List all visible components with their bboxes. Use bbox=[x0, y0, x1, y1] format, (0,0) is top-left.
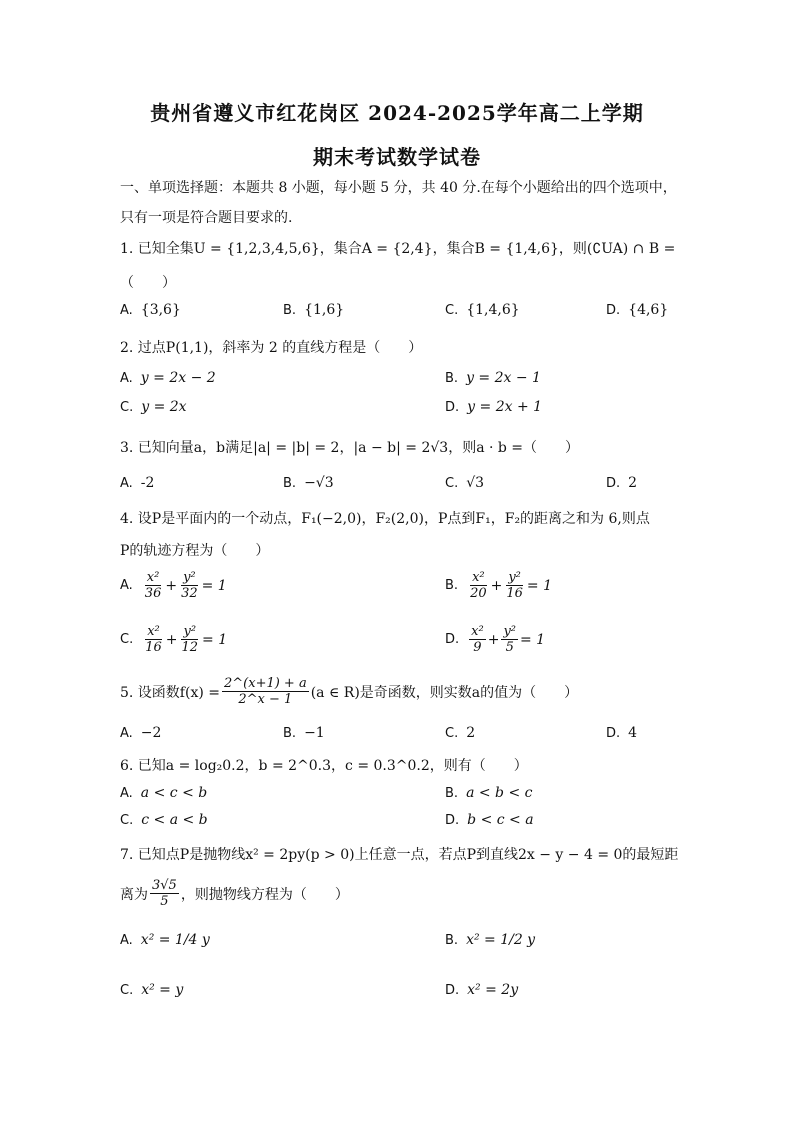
q2-option-c: C. y = 2x bbox=[120, 399, 187, 415]
q1-option-a: A. {3,6} bbox=[120, 302, 181, 318]
q6-option-c: C. c < a < b bbox=[120, 812, 208, 828]
q4-option-d: D. $\frac{\text{x²}}{9}$ + $\frac{\text{y²}}{5}$ = 1 bbox=[445, 624, 546, 655]
q6-option-d: D. b < c < a bbox=[445, 812, 534, 828]
q5-option-b: B. −1 bbox=[283, 725, 325, 741]
question-7-stem: 7. 已知点P是抛物线x² = 2py(p > 0)上任意一点，若点P到直线2x − y − 4 = 0的最短距 bbox=[120, 847, 679, 863]
q7-option-a: A. x² = 1/4 y bbox=[120, 932, 210, 948]
q1-option-b: B. {1,6} bbox=[283, 302, 345, 318]
q2-option-a: A. y = 2x − 2 bbox=[120, 370, 216, 386]
question-1-stem: 1. 已知全集U = {1,2,3,4,5,6}，集合A = {2,4}，集合B = {1,4,6}，则(∁UA) ∩ B = bbox=[120, 241, 676, 257]
q1-option-d: D. {4,6} bbox=[606, 302, 669, 318]
question-4-stem-cont: P的轨迹方程为（ ） bbox=[120, 543, 270, 559]
q6-option-a: A. a < c < b bbox=[120, 785, 208, 801]
question-1-blank: （ ） bbox=[120, 275, 176, 291]
q4-option-b: B. $\frac{\text{x²}}{20}$ + $\frac{\text{y²}}{16}$ = 1 bbox=[445, 570, 552, 601]
q3-option-c: C. √3 bbox=[445, 475, 485, 491]
q4-option-c: C. $\frac{\text{x²}}{16}$ + $\frac{\text{y²}}{12}$ = 1 bbox=[120, 624, 228, 655]
q3-option-b: B. −√3 bbox=[283, 475, 334, 491]
question-7-stem-cont: 离为 $\frac{3√5}{5}$ ，则抛物线方程为（ ） bbox=[120, 878, 349, 909]
q7-option-d: D. x² = 2y bbox=[445, 982, 519, 998]
q2-option-d: D. y = 2x + 1 bbox=[445, 399, 543, 415]
q7-option-c: C. x² = y bbox=[120, 982, 184, 998]
q4-option-a: A. $\frac{\text{x²}}{36}$ + $\frac{\text{y²}}{32}$ = 1 bbox=[120, 570, 227, 601]
q2-option-b: B. y = 2x − 1 bbox=[445, 370, 541, 386]
question-5-stem: 5. 设函数f(x) = $\frac{2\^{}(x+1) + a}{2\^{}x - 1}$ (a ∈ R)是奇函数，则实数a的值为（ ） bbox=[120, 676, 579, 707]
q1-option-c: C. {1,4,6} bbox=[445, 302, 520, 318]
question-4-stem: 4. 设P是平面内的一个动点，F₁(−2,0)，F₂(2,0)，P点到F₁，F₂的距离之和为 6,则点 bbox=[120, 511, 650, 527]
exam-title-line2: 期末考试数学试卷 bbox=[313, 145, 481, 169]
question-6-stem: 6. 已知a = log₂0.2，b = 2^0.3，c = 0.3^0.2，则有（ ） bbox=[120, 758, 528, 774]
q3-option-d: D. 2 bbox=[606, 475, 638, 491]
question-2-stem: 2. 过点P(1,1)，斜率为 2 的直线方程是（ ） bbox=[120, 340, 423, 356]
q5-option-a: A. −2 bbox=[120, 725, 162, 741]
q3-option-a: A. -2 bbox=[120, 475, 155, 491]
q5-option-c: C. 2 bbox=[445, 725, 476, 741]
section-heading: 一、单项选择题：本题共 8 小题，每小题 5 分，共 40 分.在每个小题给出的四个选项中，只有一项是符合题目要求的. bbox=[120, 180, 677, 226]
q5-option-d: D. 4 bbox=[606, 725, 638, 741]
exam-title-line1: 贵州省遵义市红花岗区 2024-2025学年高二上学期 bbox=[150, 101, 644, 125]
question-3-stem: 3. 已知向量a，b满足|a| = |b| = 2，|a − b| = 2√3，则a · b =（ ） bbox=[120, 440, 580, 456]
q6-option-b: B. a < b < c bbox=[445, 785, 533, 801]
q7-option-b: B. x² = 1/2 y bbox=[445, 932, 536, 948]
